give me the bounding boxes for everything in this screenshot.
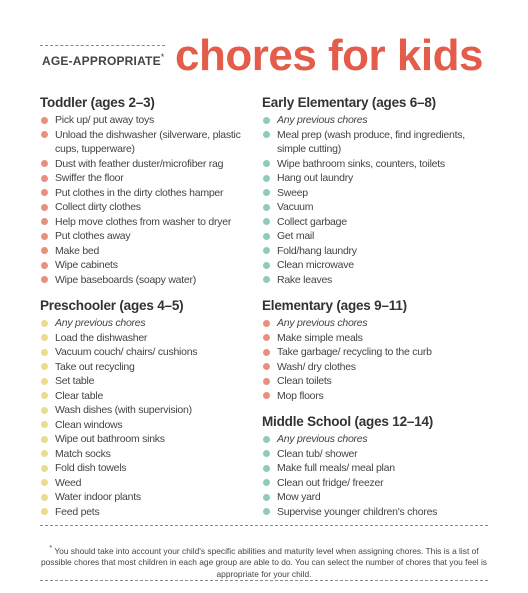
header-asterisk: * — [160, 52, 165, 62]
section-early-elementary — [262, 95, 487, 287]
bullet-dot-icon — [41, 494, 48, 501]
chore-text: Load the dishwasher — [55, 331, 148, 344]
chore-text: Make full meals/ meal plan — [277, 462, 395, 474]
chore-text: Pick up/ put away toys — [55, 114, 154, 126]
chore-text: Fold dish towels — [55, 462, 127, 474]
bullet-dot-icon — [263, 334, 270, 341]
chore-item — [262, 316, 487, 331]
chore-item — [40, 128, 255, 157]
section-preschooler — [40, 298, 255, 519]
bullet-dot-icon — [41, 378, 48, 385]
chore-item — [262, 360, 487, 375]
bullet-dot-icon — [41, 262, 48, 269]
bullet-dot-icon — [41, 189, 48, 196]
chore-text: Put clothes away — [55, 230, 131, 242]
chore-text: Wipe cabinets — [55, 259, 118, 271]
bullet-dot-icon — [41, 334, 48, 341]
chore-item — [40, 476, 255, 491]
bullet-dot-icon — [263, 117, 270, 124]
chore-text: Collect garbage — [277, 215, 347, 228]
chore-text: Any previous chores — [277, 114, 368, 126]
bullet-dot-icon — [263, 276, 270, 283]
chore-text: Mow yard — [277, 491, 321, 503]
chore-text: Weed — [55, 476, 82, 489]
chore-item — [40, 186, 255, 201]
chore-text: Clean microwave — [277, 259, 354, 271]
chore-text: Clean windows — [55, 418, 123, 431]
bullet-dot-icon — [263, 436, 270, 443]
chore-item — [40, 505, 255, 520]
chore-item — [40, 113, 255, 128]
chore-item — [262, 331, 487, 346]
bullet-dot-icon — [263, 465, 270, 472]
bullet-dot-icon — [41, 508, 48, 515]
chore-text: Clear table — [55, 389, 104, 402]
chore-item — [40, 200, 255, 215]
chore-text: Any previous chores — [277, 433, 368, 445]
chore-list — [262, 316, 487, 403]
section-title: Preschooler (ages 4–5) — [40, 298, 184, 313]
chore-text: Take out recycling — [55, 360, 135, 373]
bullet-dot-icon — [41, 465, 48, 472]
chore-item — [262, 374, 487, 389]
chore-item — [262, 490, 487, 505]
chore-text: Make bed — [55, 244, 100, 257]
bullet-dot-icon — [41, 204, 48, 211]
age-appropriate-label: AGE-APPROPRIATE* — [42, 52, 165, 68]
bullet-dot-icon — [41, 218, 48, 225]
chore-text: Feed pets — [55, 505, 100, 518]
bullet-dot-icon — [41, 247, 48, 254]
bullet-dot-icon — [263, 392, 270, 399]
bullet-dot-icon — [41, 131, 48, 138]
section-title: Early Elementary (ages 6–8) — [262, 95, 436, 110]
bullet-dot-icon — [263, 320, 270, 327]
chore-text: Swiffer the floor — [55, 172, 124, 184]
chore-item — [262, 273, 487, 288]
chore-text: Meal prep (wash produce, find ingredients, simple cutting) — [277, 128, 465, 155]
bullet-dot-icon — [263, 363, 270, 370]
chore-item — [262, 389, 487, 404]
chore-item — [262, 200, 487, 215]
left-column — [40, 95, 255, 530]
chore-item — [262, 447, 487, 462]
chore-item — [262, 157, 487, 172]
chore-text: Get mail — [277, 230, 315, 242]
chore-text: Wipe out bathroom sinks — [55, 433, 165, 445]
chore-text: Collect dirty clothes — [55, 201, 141, 213]
chore-item — [40, 215, 255, 230]
chore-item — [40, 461, 255, 476]
bullet-dot-icon — [41, 421, 48, 428]
section-title: Toddler (ages 2–3) — [40, 95, 155, 110]
chore-list — [262, 432, 487, 519]
bullet-dot-icon — [41, 407, 48, 414]
chore-item — [262, 505, 487, 520]
bullet-dot-icon — [41, 436, 48, 443]
chore-text: Help move clothes from washer to dryer — [55, 215, 232, 228]
chore-text: Mop floors — [277, 389, 324, 402]
chore-item — [40, 273, 255, 288]
chore-item — [262, 345, 487, 360]
bullet-dot-icon — [263, 189, 270, 196]
bullet-dot-icon — [263, 262, 270, 269]
section-title: Middle School (ages 12–14) — [262, 414, 434, 429]
chore-item — [40, 345, 255, 360]
bullet-dot-icon — [41, 363, 48, 370]
section-elementary — [262, 298, 487, 403]
bullet-dot-icon — [41, 450, 48, 457]
bullet-dot-icon — [263, 508, 270, 515]
chore-item — [40, 360, 255, 375]
chore-item — [262, 229, 487, 244]
page-header — [40, 30, 490, 80]
chore-item — [262, 244, 487, 259]
chore-item — [40, 432, 255, 447]
footer-top-rule — [40, 525, 488, 526]
chore-list — [262, 113, 487, 287]
chore-text: Supervise younger children's chores — [277, 505, 438, 518]
chore-item — [40, 389, 255, 404]
bullet-dot-icon — [263, 160, 270, 167]
footer-text: You should take into account your child's specific abilities and maturity level when assigning chores. This is a list of possible chores that most children in each age group are able to do. You can select the number of chores that you feel is appropriate for your child. — [40, 545, 487, 579]
chore-item — [40, 316, 255, 331]
bullet-dot-icon — [263, 131, 270, 138]
chore-item — [262, 128, 487, 157]
bullet-dot-icon — [263, 175, 270, 182]
chore-list — [40, 113, 255, 287]
bullet-dot-icon — [263, 479, 270, 486]
chore-item — [262, 186, 487, 201]
chore-item — [262, 476, 487, 491]
bullet-dot-icon — [263, 204, 270, 211]
chore-item — [40, 229, 255, 244]
bullet-dot-icon — [41, 479, 48, 486]
chore-text: Fold/hang laundry — [277, 244, 357, 257]
chore-text: Wipe bathroom sinks, counters, toilets — [277, 157, 445, 170]
bullet-dot-icon — [263, 247, 270, 254]
chore-item — [40, 447, 255, 462]
bullet-dot-icon — [263, 349, 270, 356]
chore-item — [40, 244, 255, 259]
bullet-dot-icon — [41, 320, 48, 327]
chore-item — [40, 418, 255, 433]
chore-item — [262, 215, 487, 230]
section-toddler — [40, 95, 255, 287]
chore-item — [262, 113, 487, 128]
chore-text: Sweep — [277, 186, 308, 199]
bullet-dot-icon — [41, 349, 48, 356]
chore-text: Unload the dishwasher (silverware, plastic cups, tupperware) — [55, 128, 241, 155]
bullet-dot-icon — [263, 450, 270, 457]
bullet-dot-icon — [41, 117, 48, 124]
chore-list — [40, 316, 255, 519]
bottom-dashed-rule — [40, 580, 488, 581]
chore-item — [262, 258, 487, 273]
footer-note — [40, 543, 488, 580]
chore-text: Take garbage/ recycling to the curb — [277, 346, 432, 358]
chore-text: Make simple meals — [277, 331, 363, 344]
section-middle-school — [262, 414, 487, 519]
chore-text: Vacuum couch/ chairs/ cushions — [55, 346, 198, 358]
chore-item — [40, 490, 255, 505]
chore-text: Wipe baseboards (soapy water) — [55, 273, 196, 286]
bullet-dot-icon — [41, 175, 48, 182]
bullet-dot-icon — [41, 392, 48, 399]
bullet-dot-icon — [263, 378, 270, 385]
bullet-dot-icon — [263, 494, 270, 501]
footer-asterisk: * — [49, 545, 53, 552]
page-title: chores for kids — [175, 31, 483, 80]
chore-item — [262, 461, 487, 476]
chore-text: Wash/ dry clothes — [277, 360, 356, 373]
bullet-dot-icon — [41, 160, 48, 167]
chore-text: Hang out laundry — [277, 172, 353, 184]
bullet-dot-icon — [263, 233, 270, 240]
right-column — [262, 95, 487, 530]
chore-text: Clean tub/ shower — [277, 447, 358, 460]
chore-text: Clean toilets — [277, 375, 332, 387]
chore-text: Clean out fridge/ freezer — [277, 476, 384, 489]
chore-text: Any previous chores — [55, 317, 146, 329]
chore-text: Dust with feather duster/microfiber rag — [55, 157, 224, 170]
chore-text: Rake leaves — [277, 273, 333, 286]
chore-text: Water indoor plants — [55, 491, 141, 503]
chore-item — [40, 258, 255, 273]
chore-item — [40, 374, 255, 389]
chore-text: Set table — [55, 375, 95, 387]
chore-text: Match socks — [55, 447, 111, 460]
bullet-dot-icon — [41, 233, 48, 240]
chore-item — [40, 157, 255, 172]
section-title: Elementary (ages 9–11) — [262, 298, 407, 313]
chore-item — [262, 171, 487, 186]
chore-item — [262, 432, 487, 447]
chore-item — [40, 331, 255, 346]
chore-text: Wash dishes (with supervision) — [55, 404, 192, 416]
bullet-dot-icon — [41, 276, 48, 283]
chore-text: Put clothes in the dirty clothes hamper — [55, 186, 224, 199]
chore-item — [40, 171, 255, 186]
chore-item — [40, 403, 255, 418]
chore-text: Vacuum — [277, 201, 314, 213]
bullet-dot-icon — [263, 218, 270, 225]
chore-text: Any previous chores — [277, 317, 368, 329]
